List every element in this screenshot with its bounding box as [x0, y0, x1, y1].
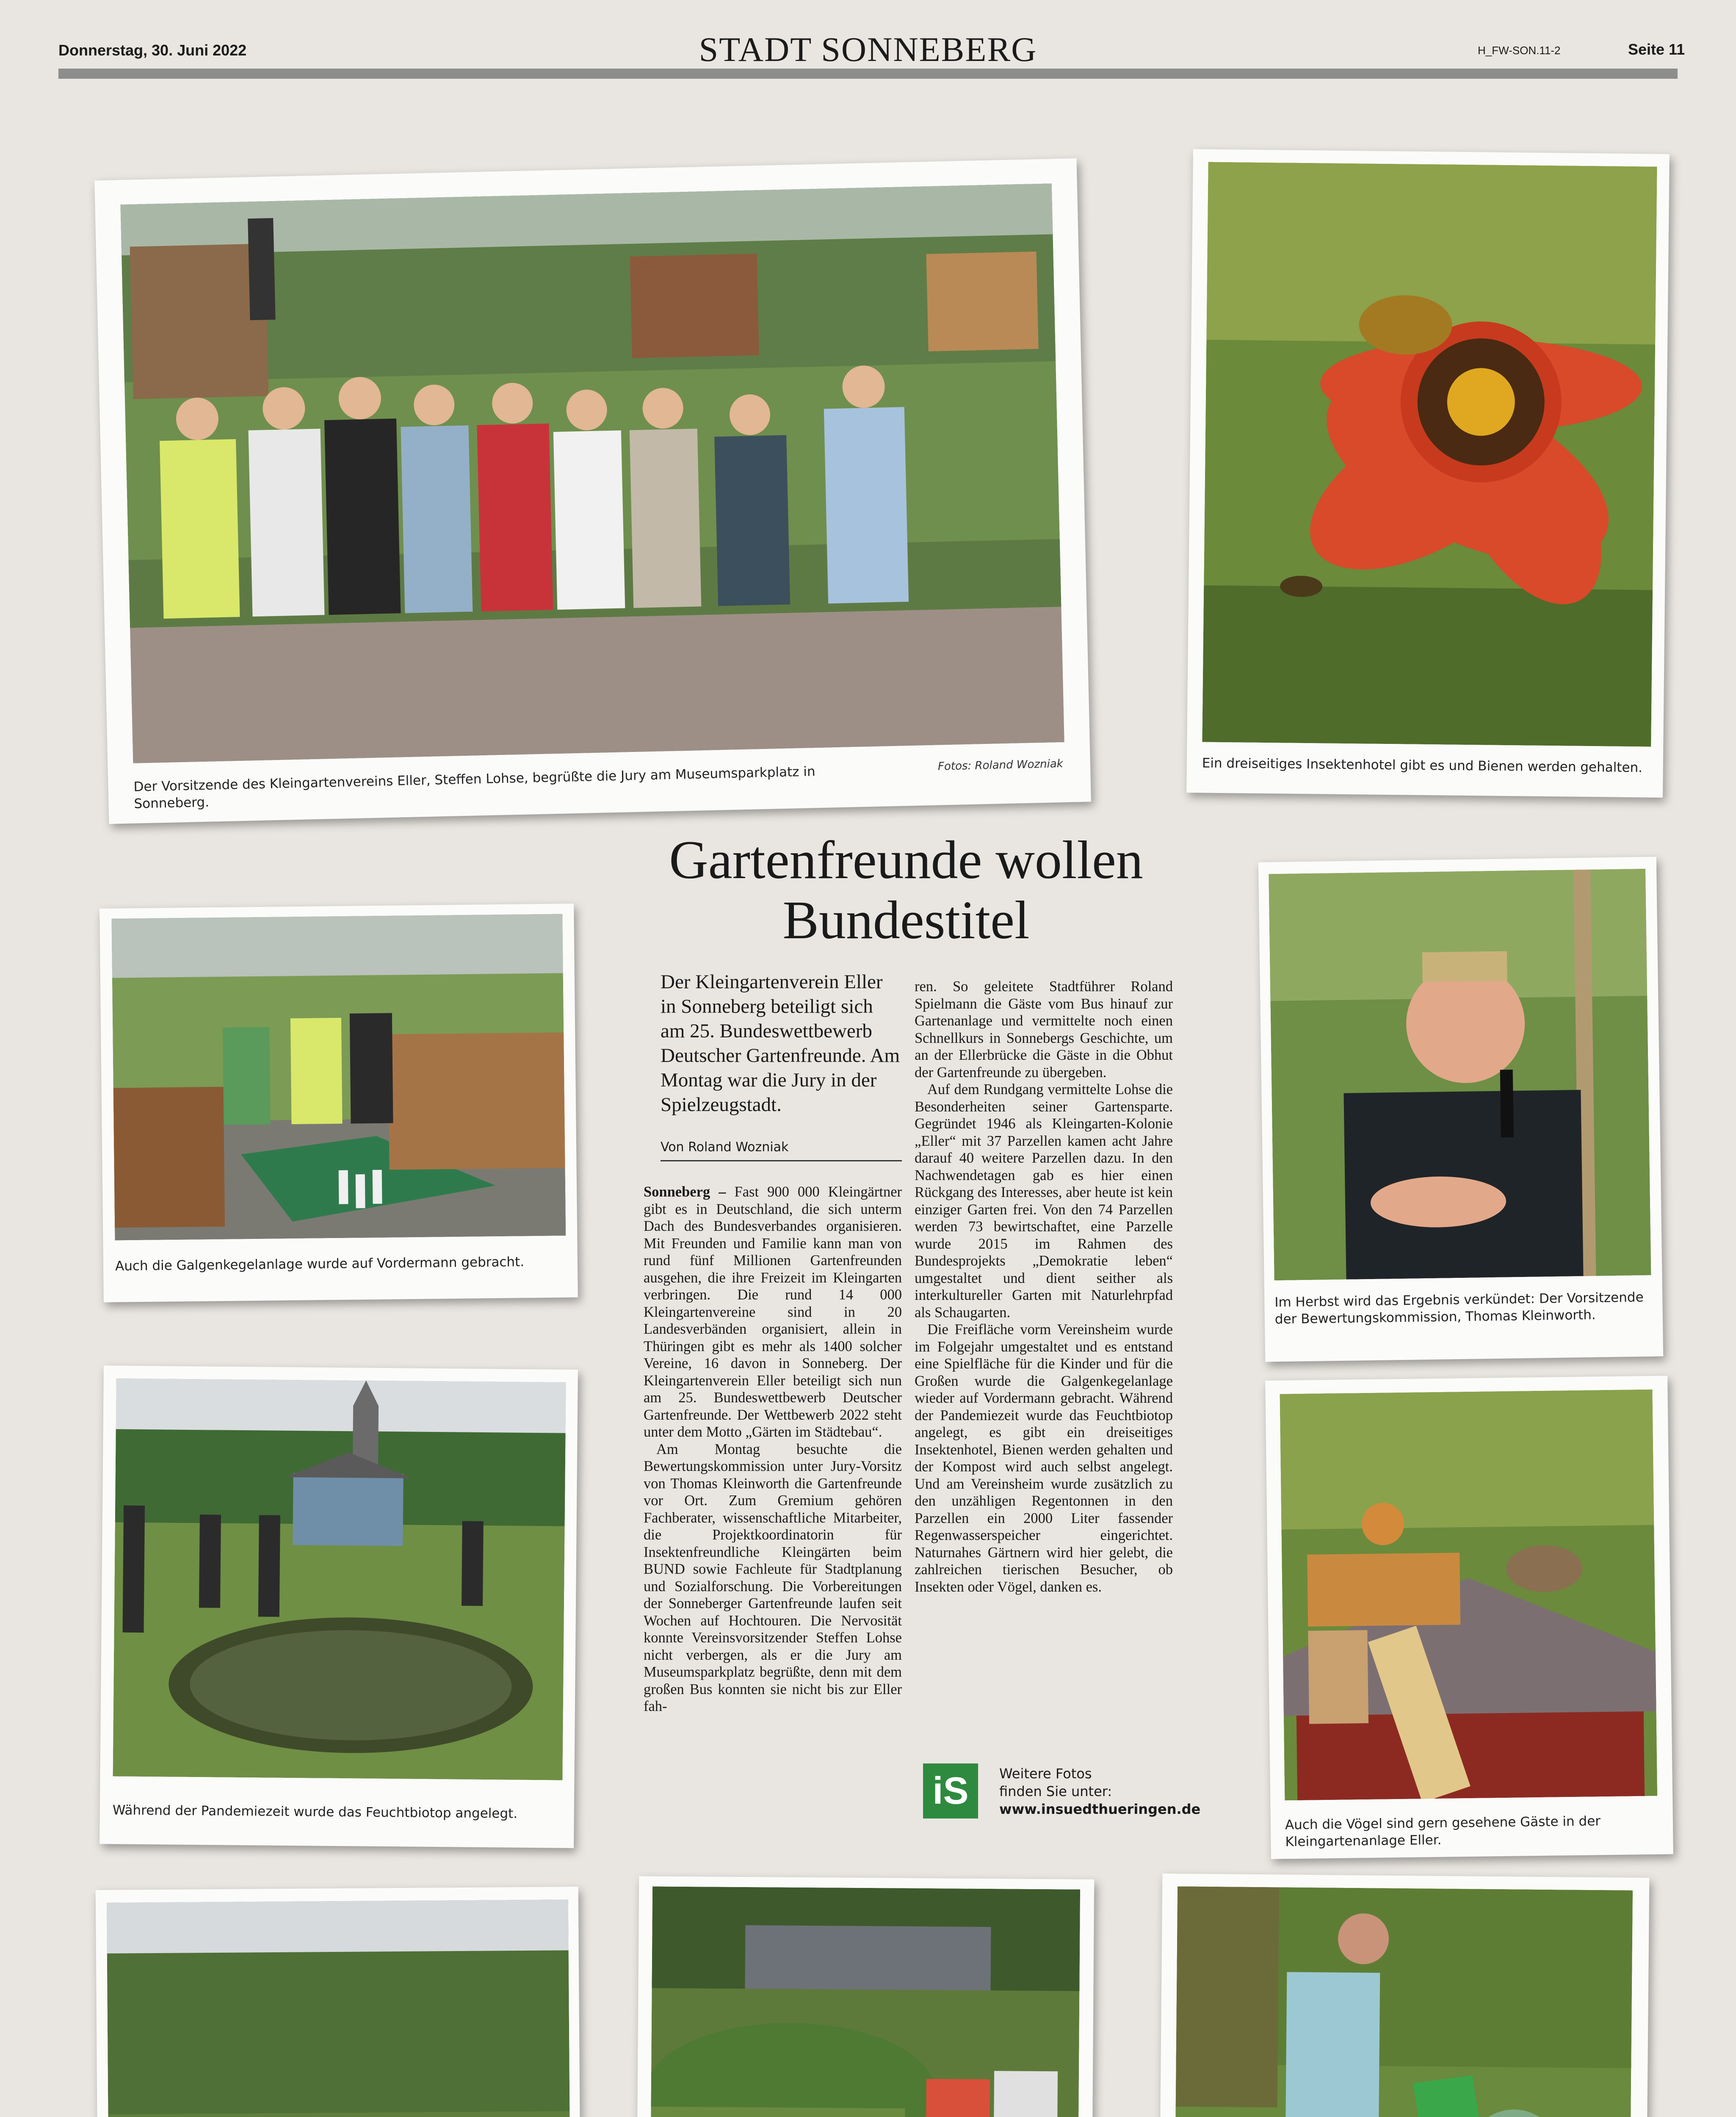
photo-card-insect-hotel [1186, 149, 1670, 798]
edition-code: H_FW-SON.11-2 [1478, 44, 1561, 57]
article-paragraph: Am Montag besuchte die Bewertungskommission unter Jury-Vorsitz von Thomas Kleinworth die Gartenfreunde vor Ort. Zum Gremium gehören Fachberater, wissenschaftliche Mitarbeiter, die Projektkoordinatorin für Insektenfreundliche Kleingärten beim BUND sowie Fachleute für Stadtplanung und Sozialforschung. Die Vorbereitungen der Sonneberger Gartenfreunde laufen seit Wochen auf Hochtouren. Die Nervosität konnte Vereinsvorsitzender Steffen Lohse nicht verbergen, als er die Jury am Museumsparkplatz begrüßte, denn mit dem großen Bus konnten sie nicht bis zur Eller fah- [644, 1441, 902, 1714]
photo-card-birds [1265, 1376, 1673, 1859]
photo-card-idyll [636, 1876, 1094, 2117]
article-paragraph: Auf dem Rundgang vermittelte Lohse die Besonderheiten seiner Gartensparte. Gegründet 1946 als Kleingarten-Kolonie „Eller“ mit 37 Parzellen kamen acht Jahre darauf 40 weitere Parzellen dazu. In den Nachwendetagen gab es hier einen Rückgang des Interesses, aber heute ist kein einziger Garten frei. Von den 74 Parzellen werden 73 bewirtschaftet, eine Parzelle wurde 2015 im Rahmen des Bundesprojekts „Demokratie leben“ umgestaltet und dient seither als interkultureller Garten mit Naturlehrpfad als Schaugarten. [915, 1081, 1173, 1321]
page-number: Seite 11 [1628, 41, 1685, 58]
caption-galgenkegel: Auch die Galgenkegelanlage wurde auf Vordermann gebracht. [115, 1254, 525, 1274]
idyll-image [650, 1886, 1080, 2117]
flower-bee-image [1202, 162, 1657, 747]
promo-url[interactable]: www.insuedthueringen.de [999, 1801, 1201, 1817]
photo-insect-hotel [1202, 162, 1657, 747]
photo-card-kleinworth [1258, 857, 1663, 1362]
photo-card-galgenkegel [100, 904, 578, 1302]
caption-kleinworth: Im Herbst wird das Ergebnis verkündet: Der Vorsitzende der Bewertungskommission, Thomas Kleinworth. [1274, 1290, 1644, 1327]
dateline: Sonneberg – [644, 1184, 726, 1200]
article-lead: Der Kleingartenverein Eller in Sonneberg beteiligt sich am 25. Bundeswettbewerb Deutscher Gartenfreunde. Am Montag war die Jury in der Spielzeugstadt. [661, 971, 900, 1116]
photo-card-rainwater [1158, 1874, 1650, 2117]
byline-rule [661, 1160, 902, 1161]
article-headline: Gartenfreunde wollen Bundestitel [669, 830, 1143, 950]
article-column-1 [644, 1183, 902, 1715]
photo-credit: Fotos: Roland Wozniak [937, 757, 1064, 773]
header-rule [58, 69, 1678, 79]
photo-card-feuchtbiotop [100, 1365, 578, 1848]
photo-galgenkegel [111, 914, 566, 1240]
article-column-2 [915, 978, 1173, 1595]
article-paragraph: Sonneberg – Fast 900 000 Kleingärtner gibt es in Deutschland, die sich unterm Dach des Bundesverbandes organisieren. Mit Freunden und Familie kann man von rund fünf Millionen Gartenfreunden ausgehen, die ihre Freizeit im Kleingarten verbringen. Die rund 14 000 Kleingartenvereine sind in 20 Landesverbänden organisiert, allein in Thüringen gibt es mehr als 1400 solcher Vereine, 16 davon in Sonneberg. Der Kleingartenverein Eller beteiligt sich nun am 25. Bundeswettbewerb Deutscher Gartenfreunde. Der Wettbewerb 2022 steht unter dem Motto „Gärten im Städtebau“. [644, 1184, 902, 1440]
galgenkegel-image [111, 914, 566, 1240]
rainwater-image [1174, 1886, 1633, 2117]
issue-date: Donnerstag, 30. Juni 2022 [58, 41, 247, 59]
photo-birds [1280, 1390, 1658, 1801]
kleinworth-image [1269, 869, 1651, 1280]
photo-intercultural [107, 1899, 571, 2117]
section-title: STADT SONNEBERG [699, 30, 1037, 69]
birdhouse-image [1280, 1390, 1658, 1801]
article-paragraph: ren. So geleitete Stadtführer Roland Spielmann die Gäste vom Bus hinauf zur Gartenanlage und vermittelte noch einen Schnellkurs in Sonnebergs Geschichte, um an der Ellerbrücke die Gäste in die Obhut der Gartenfreunde zu übergeben. [915, 978, 1173, 1081]
jury-group-image [120, 183, 1064, 763]
article-paragraph: Die Freifläche vorm Vereinsheim wurde im Folgejahr umgestaltet und es entstand eine Spielfläche für die Kinder und für die Großen wurde die Galgenkegelanlage wieder auf Vordermann gebracht. Während der Pandemiezeit wurde das Feuchtbiotop angelegt, es gibt ein dreiseitiges Insektenhotel, Bienen werden gehalten und der Kompost wird auch selbst angelegt. Und am Vereinsheim wurde zusätzlich zu den unzähligen Regentonnen in den Parzellen ein 2000 Liter fassender Regenwasserspeicher eingerichtet. Naturnahes Gärtnern wird hier gelebt, die zahlreichen tierischen Besucher, ob Insekten oder Vögel, danken es. [915, 1321, 1173, 1595]
photo-card-jury-group [94, 158, 1091, 824]
photo-kleinworth [1269, 869, 1651, 1280]
photo-rainwater [1174, 1886, 1633, 2117]
caption-birds: Auch die Vögel sind gern gesehene Gäste in der Kleingartenanlage Eller. [1285, 1813, 1601, 1850]
photo-feuchtbiotop [113, 1378, 566, 1780]
caption-feuchtbiotop: Während der Pandemiezeit wurde das Feuchtbiotop angelegt. [112, 1802, 518, 1821]
insuedthueringen-logo: iS [923, 1763, 978, 1819]
promo-text: Weitere Fotos finden Sie unter: www.insuedthueringen.de [999, 1766, 1201, 1817]
caption-jury-group: Der Vorsitzende des Kleingartenvereins Eller, Steffen Lohse, begrüßte die Jury am Museumsparkplatz in Sonneberg. [133, 764, 815, 812]
photo-card-intercultural [96, 1887, 582, 2117]
photo-jury-group [120, 183, 1064, 763]
article-byline: Von Roland Wozniak [661, 1140, 789, 1155]
feuchtbiotop-image [113, 1378, 566, 1780]
photo-idyll [650, 1886, 1080, 2117]
intercultural-garden-image [107, 1899, 571, 2117]
caption-insect-hotel: Ein dreiseitiges Insektenhotel gibt es und Bienen werden gehalten. [1202, 755, 1643, 776]
